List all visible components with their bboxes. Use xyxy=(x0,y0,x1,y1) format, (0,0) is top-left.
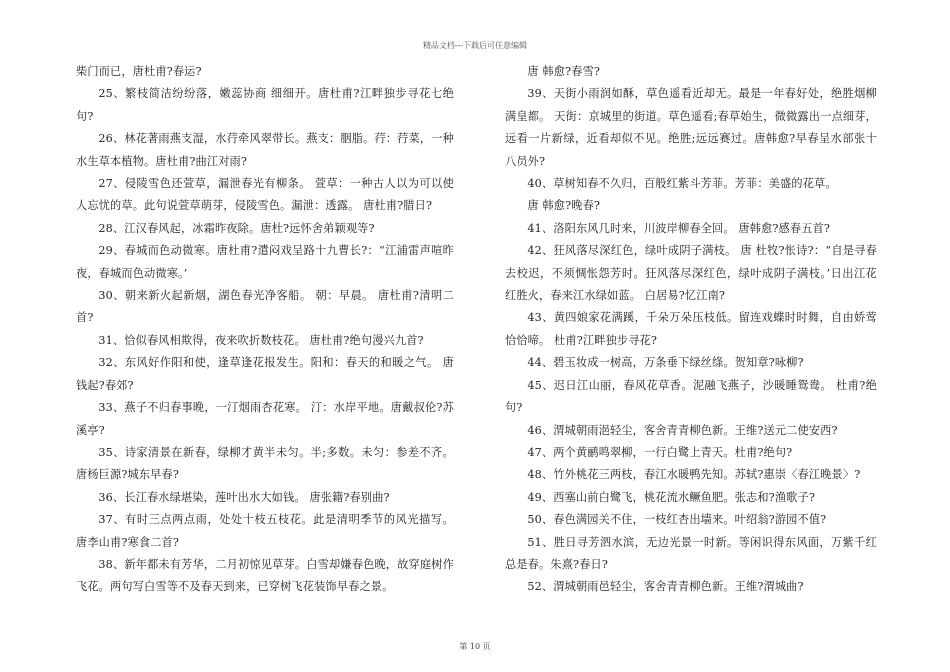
paragraph: 柴门而已，唐杜甫?春运? xyxy=(76,65,202,78)
paragraph: 43、黄四娘家花满蹊，千朵万朵压枝低。留连戏蝶时时舞，自由娇莺恰恰啼。 杜甫?江畔独步寻花? xyxy=(505,311,877,347)
paragraph: 32、东风好作阳和使，逢草逢花报发生。阳和：春天的和暖之气。 唐钱起?春郊? xyxy=(76,356,454,392)
paragraph: 唐 韩愈?春雪? xyxy=(527,65,601,78)
paragraph: 29、春城而色动微寒。唐杜甫?遣闷戏呈路十九曹长?：“江浦雷声喧昨夜，春城而色动微寒。’ xyxy=(76,244,454,280)
paragraph: 28、江汉春风起，冰霜昨夜除。唐杜?远怀舍弟颖观等? xyxy=(98,221,375,235)
page-number: 第 10 页 xyxy=(459,642,491,651)
paragraph: 33、燕子不归春事晚，一汀烟雨杏花寒。 汀：水岸平地。唐戴叔伦?苏溪亭? xyxy=(76,401,454,437)
page-header: 精品文档---下载后可任意编辑 xyxy=(422,41,528,50)
paragraph: 48、竹外桃花三两枝，春江水暖鸭先知。苏轼?惠崇〈春江晚景〉? xyxy=(527,468,861,482)
paragraph: 40、草树知春不久归，百般红紫斗芳菲。芳菲：美盛的花草。 xyxy=(527,177,837,191)
paragraph: 41、洛阳东风几时来，川波岸柳春全回。 唐韩愈?感春五首? xyxy=(527,221,831,235)
paragraph: 35、诗家清景在新春，绿柳才黄半未匀。半;多数。未匀：参差不齐。唐杨巨源?城东早春? xyxy=(76,445,454,482)
paragraph: 唐 韩愈?晚春? xyxy=(527,199,601,213)
paragraph: 47、两个黄鹂鸣翠柳，一行白鹭上青天。杜甫?绝句? xyxy=(527,445,793,459)
left-column xyxy=(76,61,454,599)
paragraph: 37、有时三点两点雨，处处十枝五枝花。此是清明季节的风光描写。 唐李山甫?寒食二首? xyxy=(76,513,454,549)
right-column xyxy=(505,61,877,599)
paragraph: 44、碧玉妆成一树高，万条垂下绿丝绦。贺知章?咏柳? xyxy=(527,356,804,370)
paragraph: 52、渭城朝雨邑轻尘，客舍青青柳色新。王维?渭城曲? xyxy=(527,580,804,594)
paragraph: 38、新年都未有芳华，二月初惊见草芽。白雪却嫌春色晚，故穿庭树作飞花。两句写白雪等不及春天到来，已穿树飞花装饰早春之景。 xyxy=(76,557,454,594)
paragraph: 26、林花著雨燕支湿，水荇牵风翠带长。燕支：胭脂。荇：荇菜，一种水生草本植物。唐杜甫?曲江对雨? xyxy=(76,132,454,168)
paragraph: 51、胜日寻芳泗水滨，无边光景一时新。等闲识得东风面，万紫千红总是春。朱熹?春日? xyxy=(505,535,877,571)
paragraph: 50、春色满园关不住，一枝红杏出墙来。叶绍翁?游园不值? xyxy=(527,513,827,527)
paragraph: 49、西塞山前白鹭飞，桃花流水鳜鱼肥。张志和?渔歌子? xyxy=(527,490,815,504)
paragraph: 36、长江春水绿堪染，莲叶出水大如钱。 唐张籍?春别曲? xyxy=(98,490,390,504)
paragraph: 42、狂风落尽深红色，绿叶成阴子满枝。 唐 杜牧?怅诗?：“自是寻春去校迟，不须惆怅怨芳时。狂风落尽深红色，绿叶成阴子满枝。’日出江花红胜火，春来江水绿如蓝。 白居易?忆江南? xyxy=(505,244,877,303)
paragraph: 30、朝来新火起新烟，湖色春光净客船。 朝：早晨。 唐杜甫?清明二首? xyxy=(76,289,454,325)
paragraph: 31、恰似春风相欺得，夜来吹折数枝花。 唐杜甫?绝句漫兴九首? xyxy=(98,333,424,347)
paragraph: 45、迟日江山丽，春风花草香。泥融飞燕子，沙暖睡鸳鸯。 杜甫?绝句? xyxy=(505,378,877,415)
paragraph: 27、侵陵雪色还萱草，漏泄春光有柳条。 萱草：一种古人以为可以使人忘忧的草。此句说萱草萌芽，侵陵雪色。漏泄：透露。 唐杜甫?腊日? xyxy=(76,177,454,213)
paragraph: 46、渭城朝雨浥轻尘，客舍青青柳色新。王维?送元二使安西? xyxy=(527,423,838,437)
paragraph: 25、繁枝简洁纷纷落，嫩蕊协商 细细开。唐杜甫?江畔独步寻花七绝句? xyxy=(76,87,454,123)
paragraph: 39、天街小雨润如酥，草色遥看近却无。最是一年春好处，绝胜烟柳满皇都。 天街：京城里的街道。草色遥看;春草始生，微微露出一点细芽，远看一片新绿，近看却似不见。绝胜;远远赛过。唐韩愈?早春呈水部张十八员外? xyxy=(505,87,877,168)
